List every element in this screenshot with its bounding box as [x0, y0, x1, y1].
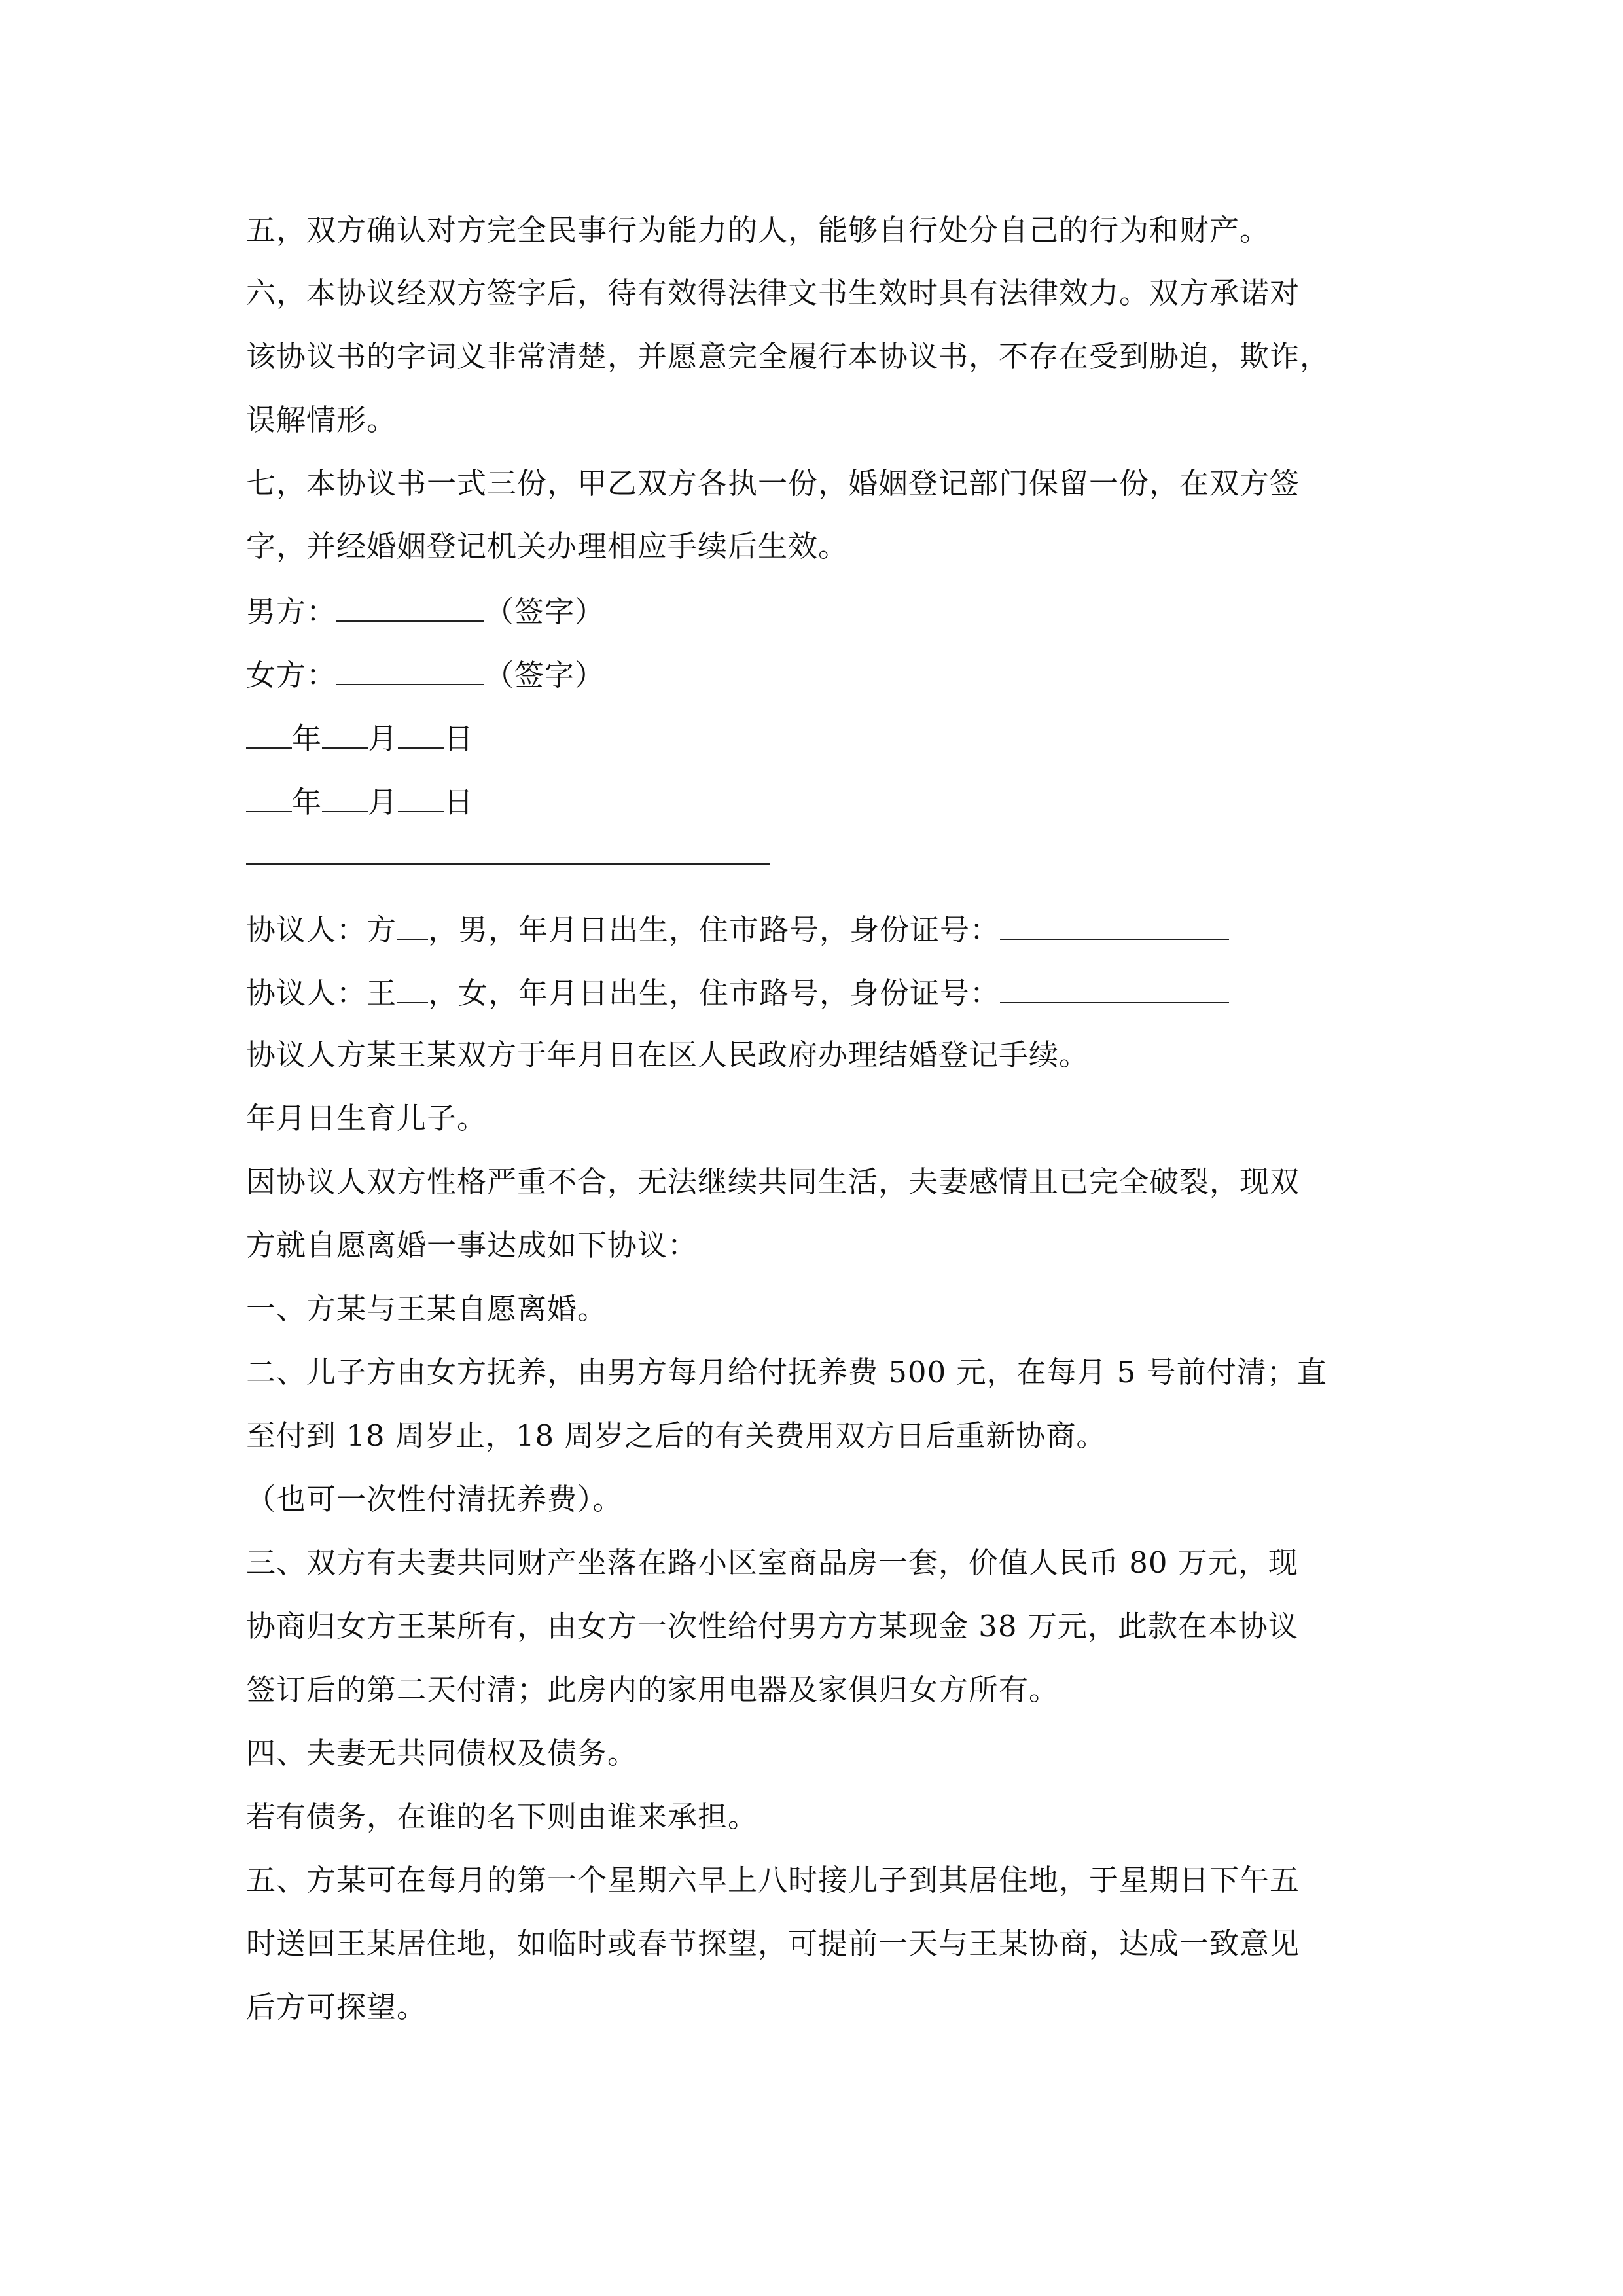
body-line: 二、儿子方由女方抚养，由男方每月给付抚养费 500 元，在每月 5 号前付清；直 — [246, 1355, 1327, 1390]
year-blank[interactable] — [246, 717, 292, 749]
party-one-line — [246, 908, 1229, 950]
clause-six-line-2: 该协议书的字词义非常清楚，并愿意完全履行本协议书，不存在受到胁迫，欺诈， — [246, 339, 1330, 374]
female-sign-note: （签字） — [484, 658, 605, 692]
body-line: 至付到 18 周岁止，18 周岁之后的有关费用双方日后重新协商。 — [246, 1418, 1107, 1453]
party-two-line — [246, 972, 1229, 1013]
date-line-2 — [246, 781, 474, 822]
body-line: 若有债务，在谁的名下则由谁来承担。 — [246, 1799, 758, 1834]
month-label: 月 — [368, 785, 399, 819]
male-sign-note: （签字） — [484, 594, 605, 629]
party-one-name-blank[interactable] — [397, 908, 428, 940]
clause-six-line-1: 六，本协议经双方签字后，待有效得法律文书生效时具有法律效力。双方承诺对 — [246, 276, 1300, 310]
day-label: 日 — [444, 785, 474, 819]
year-blank[interactable] — [246, 781, 292, 812]
day-blank[interactable] — [398, 717, 444, 749]
party-one-prefix: 协议人：方 — [246, 912, 397, 947]
body-line: 后方可探望。 — [246, 1990, 427, 2024]
clause-seven-line-1: 七，本协议书一式三份，甲乙双方各执一份，婚姻登记部门保留一份，在双方签 — [246, 466, 1300, 501]
month-label: 月 — [368, 721, 399, 756]
party-one-id-blank[interactable] — [1000, 908, 1229, 940]
body-line: 时送回王某居住地，如临时或春节探望，可提前一天与王某协商，达成一致意见 — [246, 1926, 1300, 1961]
male-label: 男方： — [246, 594, 337, 629]
clause-seven-line-2: 字，并经婚姻登记机关办理相应手续后生效。 — [246, 529, 849, 564]
party-two-id-blank[interactable] — [1000, 972, 1229, 1003]
body-line: 五、方某可在每月的第一个星期六早上八时接儿子到其居住地，于星期日下午五 — [246, 1863, 1300, 1897]
date-line-1 — [246, 717, 474, 759]
female-signature-blank[interactable] — [336, 654, 484, 685]
day-blank[interactable] — [398, 781, 444, 812]
clause-five-line: 五，双方确认对方完全民事行为能力的人，能够自行处分自己的行为和财产。 — [246, 213, 1270, 247]
body-line: （也可一次性付清抚养费）。 — [246, 1482, 623, 1516]
month-blank[interactable] — [322, 717, 368, 749]
month-blank[interactable] — [322, 781, 368, 812]
clause-six-line-3: 误解情形。 — [246, 403, 397, 437]
party-two-name-blank[interactable] — [397, 972, 428, 1003]
party-two-prefix: 协议人：王 — [246, 976, 397, 1011]
year-label: 年 — [292, 785, 323, 819]
body-line: 三、双方有夫妻共同财产坐落在路小区室商品房一套，价值人民币 80 万元，现 — [246, 1545, 1298, 1580]
male-signature-line — [246, 590, 605, 632]
body-line: 四、夫妻无共同债权及债务。 — [246, 1736, 638, 1770]
body-line: 方就自愿离婚一事达成如下协议： — [246, 1228, 698, 1263]
section-divider — [246, 863, 770, 865]
body-line: 签订后的第二天付清；此房内的家用电器及家俱归女方所有。 — [246, 1672, 1060, 1707]
female-label: 女方： — [246, 658, 337, 692]
male-signature-blank[interactable] — [336, 590, 484, 622]
body-line: 协商归女方王某所有，由女方一次性给付男方方某现金 38 万元，此款在本协议 — [246, 1609, 1298, 1643]
party-two-details: ，女，年月日出生，住市路号，身份证号： — [428, 976, 1001, 1011]
body-line: 协议人方某王某双方于年月日在区人民政府办理结婚登记手续。 — [246, 1037, 1090, 1072]
party-one-details: ，男，年月日出生，住市路号，身份证号： — [428, 912, 1001, 947]
body-line: 一、方某与王某自愿离婚。 — [246, 1291, 608, 1326]
body-line: 因协议人双方性格严重不合，无法继续共同生活，夫妻感情且已完全破裂，现双 — [246, 1164, 1300, 1199]
female-signature-line — [246, 654, 605, 695]
body-line: 年月日生育儿子。 — [246, 1101, 488, 1136]
year-label: 年 — [292, 721, 323, 756]
day-label: 日 — [444, 721, 474, 756]
